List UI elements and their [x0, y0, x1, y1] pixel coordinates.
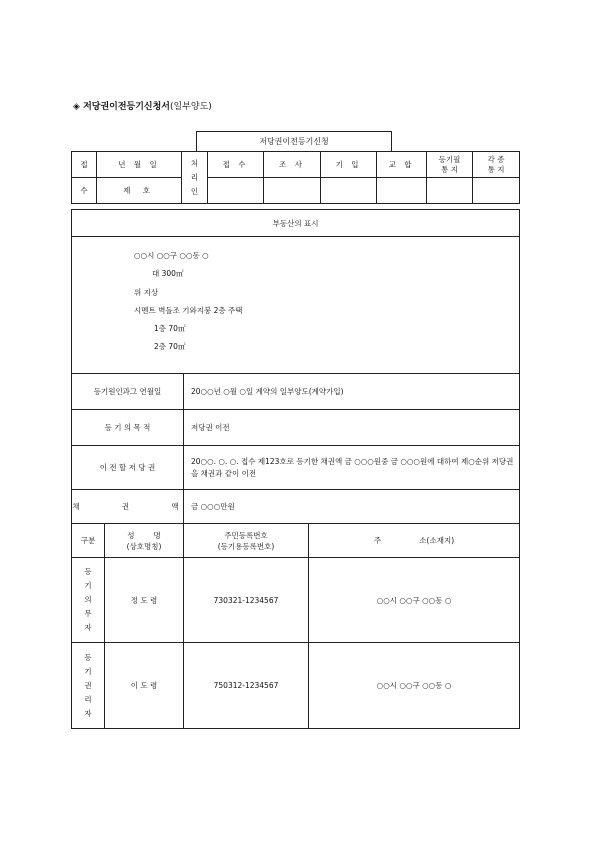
receipt-cell-gyohap[interactable] — [377, 178, 427, 204]
receipt-col-gyohap: 교 합 — [377, 152, 427, 178]
col-address: 주 소(소재지) — [309, 524, 520, 558]
obligee-row — [72, 643, 520, 729]
cause-label: 등기원인과그 연월일 — [72, 374, 184, 410]
obligor-row — [72, 558, 520, 643]
obligee-name[interactable]: 이 도 령 — [105, 643, 184, 729]
obligor-address[interactable]: ○○시 ○○구 ○○동 ○ — [309, 558, 520, 643]
property-description — [72, 237, 520, 374]
document-subtitle: (일부양도) — [170, 102, 212, 112]
receipt-cell-giip[interactable] — [321, 178, 377, 204]
obligee-id-number[interactable]: 750312-1234567 — [184, 643, 309, 729]
document-heading — [73, 99, 212, 112]
transfer-mortgage-value[interactable]: 20○○. ○. ○. 접수 제123호로 등기한 채권액 금 ○○○원중 금 ○○○원에 대하여 제○순위 저당권을 채권과 같이 이전 — [184, 446, 520, 490]
property-header: 부동산의 표시 — [72, 210, 520, 237]
obligor-role-label: 등 기 의 무 자 — [72, 558, 105, 643]
transfer-mortgage-label: 이 전 할 저 당 권 — [72, 446, 184, 490]
col-gubun: 구분 — [72, 524, 105, 558]
receipt-cell-notice-various[interactable] — [473, 178, 520, 204]
receipt-cell-jeopsu[interactable] — [208, 178, 264, 204]
receipt-notice-various: 각 종 통 지 — [473, 152, 520, 178]
receipt-col-josa: 조 사 — [264, 152, 321, 178]
main-table — [71, 209, 520, 729]
receipt-jeop-label: 접 — [72, 152, 97, 178]
cause-value[interactable]: 20○○년 ○월 ○일 계약의 일부양도(계약가입) — [184, 374, 520, 410]
receipt-number-label: 제 호 — [97, 178, 182, 204]
document-title: 저당권이전등기신청서 — [83, 102, 171, 112]
receipt-notice-completed: 등기필 통 지 — [427, 152, 473, 178]
property-line-land: 대 300㎡ — [152, 269, 184, 278]
receipt-cell-notice-completed[interactable] — [427, 178, 473, 204]
col-id: 주민등록번호 (등기용등록번호) — [184, 524, 309, 558]
property-line-floor1: 1층 70㎡ — [154, 324, 186, 333]
obligee-role-label: 등 기 권 리 자 — [72, 643, 105, 729]
claim-amount-label: 채 권 액 — [72, 490, 184, 524]
diamond-bullet-icon: ◈ — [73, 102, 80, 112]
receipt-col-jeopsu: 접 수 — [208, 152, 264, 178]
receipt-date-label: 년 월 일 — [97, 152, 182, 178]
obligor-name[interactable]: 정 도 령 — [105, 558, 184, 643]
obligee-address[interactable]: ○○시 ○○구 ○○동 ○ — [309, 643, 520, 729]
property-line-above: 위 지상 — [134, 288, 159, 297]
receipt-su-label: 수 — [72, 178, 97, 204]
purpose-value[interactable]: 저당권 이전 — [184, 410, 520, 446]
receipt-col-giip: 기 입 — [321, 152, 377, 178]
receipt-table — [71, 151, 520, 204]
property-line-address: ○○시 ○○구 ○○동 ○ — [134, 251, 209, 260]
purpose-label: 등 기 의 목 적 — [72, 410, 184, 446]
form-title: 저당권이전등기신청 — [196, 131, 392, 151]
receipt-cell-josa[interactable] — [264, 178, 321, 204]
obligor-id-number[interactable]: 730321-1234567 — [184, 558, 309, 643]
property-line-floor2: 2층 70㎡ — [154, 342, 186, 351]
cheori-in-label: 처 리 인 — [182, 152, 208, 204]
col-name: 성 명 (상호명칭) — [105, 524, 184, 558]
property-line-building: 시멘트 벽돌조 기와지붕 2층 주택 — [134, 306, 243, 315]
claim-amount-value[interactable]: 금 ○○○만원 — [184, 490, 520, 524]
